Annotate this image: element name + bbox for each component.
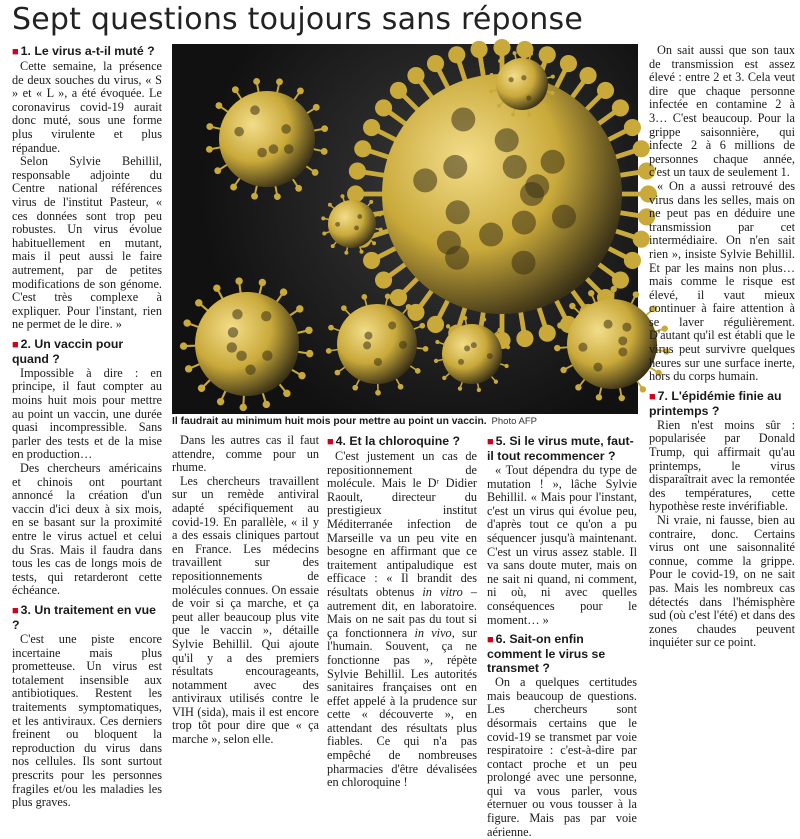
paragraph: Impossible à dire : en principe, il faut compter au moins huit mois pour mettre au point un vaccin, une durée quasi incompressible. Sans parler des tests et de la mise en production…	[12, 367, 162, 462]
article-column-3	[327, 434, 477, 692]
question-heading-3	[12, 603, 162, 632]
red-square-icon: ■	[12, 46, 19, 58]
heading-text: 5. Si le virus mute, faut-il tout recommencer ?	[487, 434, 634, 463]
heading-text: 2. Un vaccin pour quand ?	[12, 337, 123, 366]
paragraph: « On a aussi retrouvé des virus dans les selles, mais on ne peut pas en déduire une transmission par cet intermédiaire. On n'en sait rien », insiste Sylvie Behillil. Et par les mains non plus… mais comme le risque est élevé, il vaut mieux continuer à faire attention à se laver régulièrement. D'autant qu'il est établi que le virus peut survivre quelques heures sur une surface inerte, hors du corps humain.	[649, 180, 795, 384]
question-heading-2	[12, 337, 162, 366]
article-column-1	[12, 44, 162, 692]
red-square-icon: ■	[649, 391, 656, 403]
virus-particle	[321, 193, 382, 254]
virus-particle	[434, 316, 510, 392]
question-heading-4	[327, 434, 477, 449]
red-square-icon: ■	[487, 436, 494, 448]
paragraph: Selon Sylvie Behillil, responsable adjointe du Centre national références virus de l'institut Pasteur, « ces données sont trop peu robustes. Un virus évolue habituellement en mutant, mais il peut aussi le faire autrement, par de petites modifications de son génome. C'est très complexe à expliquer. Pour l'instant, rien ne permet de le dire. »	[12, 155, 162, 332]
italic-text: in vivo	[414, 626, 451, 640]
paragraph: On sait aussi que son taux de transmission est assez élevé : entre 2 et 3. Cela veut dire que chaque personne infectée en contamine 2 à 3… C'est beaucoup. Pour la grippe saisonnière, qui infecte 2 à 6 millions de personnes chaque année, c'est un taux de seulement 1.	[649, 44, 795, 180]
coronavirus-illustration	[172, 44, 638, 414]
text-run: – autrement dit, en laboratoire. Mais on ne sait pas du tout si ça fonctionnera	[327, 585, 477, 640]
paragraph: « Tout dépendra du type de mutation ! », lâche Sylvie Behillil. « Mais pour l'instant, c'est un virus qui évolue peu, d'après tout ce qu'on a pu séquencer jusqu'à maintenant. C'est un virus assez stable. Il va sans doute muter, mais on ne sait ni quand, ni comment, ni où, ni avec quelles conséquences pour le moment… »	[487, 464, 637, 627]
paragraph	[327, 450, 477, 790]
paragraph: On a quelques certitudes mais beaucoup de questions. Les chercheurs sont désormais certains que le covid-19 se transmet par voie respiratoire : c'est-à-dire par contact proche et un peu prolongé avec une personne, qui va vous parler, vous éternuer ou vous tousser à la figure. Mais pas par voie aérienne.	[487, 676, 637, 839]
question-heading-1	[12, 44, 162, 59]
page-title: Sept questions toujours sans réponse	[12, 2, 583, 38]
article-column-5	[649, 44, 795, 692]
paragraph: C'est une piste encore incertaine mais plus prometteuse. Un virus est totalement insensible aux antibiotiques. Restent les traitements symptomatiques, et les antiviraux. Ces derniers freinent ou bloquent la reproduction du virus dans nos cellules. Ils sont surtout prescrits pour les personnes fragiles et/ou les maladies les plus graves.	[12, 633, 162, 810]
question-heading-5	[487, 434, 637, 463]
question-heading-7	[649, 389, 795, 418]
red-square-icon: ■	[327, 436, 334, 448]
heading-text: 3. Un traitement en vue ?	[12, 603, 156, 632]
red-square-icon: ■	[12, 339, 19, 351]
red-square-icon: ■	[487, 634, 494, 646]
heading-text: 4. Et la chloroquine ?	[336, 434, 460, 448]
heading-text: 6. Sait-on enfin comment le virus se transmet ?	[487, 632, 605, 675]
text-run: , sur l'humain. Souvent, ça ne fonctionne pas », répète Sylvie Behillil. Les autorités sanitaires françaises ont en effet appelé à la prudence sur cette « découverte », en attendant des résultats plus fiables. Ce qui n'a pas empêché de nombreuses pharmacies d'être dévalisées en chloroquine !	[327, 626, 477, 790]
article-column-4	[487, 434, 637, 692]
virus-particle	[180, 277, 314, 411]
red-square-icon: ■	[12, 605, 19, 617]
heading-text: 7. L'épidémie finie au printemps ?	[649, 389, 782, 418]
photo-credit: Photo AFP	[492, 416, 537, 427]
virus-particle	[206, 78, 328, 200]
paragraph: Cette semaine, la présence de deux souches du virus, « S » et « L », a été évoquée. Le coronavirus covid-19 aurait donc muté, sous une forme plus virulente et plus répandue.	[12, 60, 162, 155]
photo-caption	[172, 416, 638, 428]
italic-text: in vitro	[422, 585, 462, 599]
paragraph: Les chercheurs travaillent sur un remède antiviral adapté spécifiquement au covid-19. En parallèle, « il y a des essais cliniques partout en France. Les médecins travaillent sur des repositionnements de molécules connues. On essaie de voir si ça marche, et ça peut aller beaucoup plus vite que le vaccin », détaille Sylvie Behillil. Qui ajoute qu'il y a des premiers résultats encourageants, notamment avec des antiviraux utilisés contre le VIH (sida), mais il est encore trop tôt pour dire que « ça marche », selon elle.	[172, 475, 319, 747]
caption-text: Il faudrait au minimum huit mois pour mettre au point un vaccin.	[172, 416, 487, 427]
virus-particle	[489, 51, 555, 117]
paragraph: Des chercheurs américains et chinois ont pourtant annoncé la création d'un vaccin d'ici deux à six mois, en se basant sur la proximité entre le virus actuel et celui du Sras. Mais il faudra dans tous les cas de longs mois de tests, qui retarderont cette échéance.	[12, 462, 162, 598]
heading-text: 1. Le virus a-t-il muté ?	[21, 44, 155, 58]
paragraph: Rien n'est moins sûr : popularisée par Donald Trump, qui affirmait qu'au printemps, le virus disparaîtrait avec la remontée des températures, cette hypothèse reste invérifiable.	[649, 419, 795, 514]
article-column-2	[172, 434, 319, 692]
text-run: C'est justement un cas de repositionnement de molécule. Mais le Dʳ Didier Raoult, directeur du prestigieux institut Méditerranée infection de Marseille va un peu vite en besogne en affirmant que ce traitement antipaludique est efficace : « Il brandit des résultats obtenus	[327, 449, 477, 599]
coronavirus-photo	[172, 44, 638, 414]
question-heading-6	[487, 632, 637, 675]
paragraph: Dans les autres cas il faut attendre, comme pour un rhume.	[172, 434, 319, 475]
paragraph: Ni vraie, ni fausse, bien au contraire, donc. Certains virus ont une saisonnalité connue, comme la grippe. Pour le covid-19, on ne sait pas. Mais les nombreux cas détectés dans l'hémisphère sud (où c'est l'été) et dans des zones chaudes peuvent inquiéter sur ce point.	[649, 514, 795, 650]
